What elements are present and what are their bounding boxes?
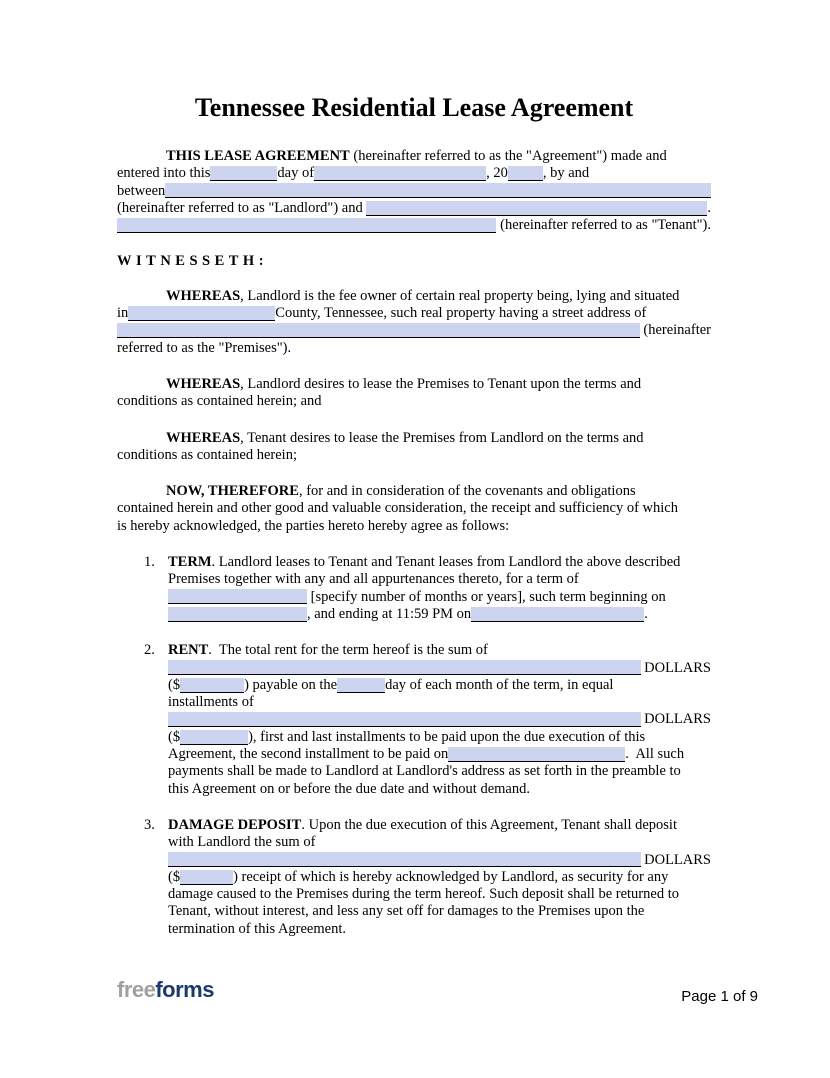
form-blank-field[interactable]: [471, 607, 644, 622]
freeforms-logo[interactable]: [117, 977, 214, 1003]
text-run: [specify number of months or years], such term beginning on: [307, 588, 666, 605]
text-run: ($: [168, 868, 181, 885]
text-run: . The total rent for the term hereof is the sum of: [208, 642, 488, 659]
list-item-number: 1.: [144, 554, 155, 571]
preamble-paragraph: [117, 148, 711, 234]
text-line: [117, 322, 711, 339]
form-blank-field[interactable]: [337, 678, 385, 693]
whereas-landlord-paragraph: [117, 376, 711, 411]
bold-text-run: DAMAGE DEPOSIT: [168, 816, 302, 833]
form-blank-field[interactable]: [168, 712, 641, 727]
form-blank-field[interactable]: [165, 183, 711, 198]
form-blank-field[interactable]: [508, 166, 543, 181]
text-run: DOLLARS: [640, 659, 711, 676]
text-line: [168, 852, 711, 869]
text-line: [168, 677, 711, 694]
text-run: contained herein and other good and valuable consideration, the receipt and sufficiency of which: [117, 500, 678, 517]
page-title: Tennessee Residential Lease Agreement: [194, 93, 634, 122]
form-blank-field[interactable]: [168, 589, 307, 604]
text-run: ($: [168, 676, 181, 693]
text-line: [168, 642, 711, 659]
form-blank-field[interactable]: [117, 218, 496, 233]
text-run: .: [644, 605, 648, 622]
text-run: entered into this: [117, 165, 211, 182]
list-item-number: 3.: [144, 816, 155, 833]
form-blank-field[interactable]: [210, 166, 277, 181]
text-run: , 20: [486, 165, 508, 182]
text-line: [117, 430, 711, 447]
text-line: [168, 817, 711, 834]
text-line: [168, 834, 711, 851]
bold-text-run: RENT: [168, 642, 209, 659]
text-line: [168, 781, 711, 798]
text-run: conditions as contained herein; and: [117, 393, 322, 410]
clause-rent: [117, 642, 711, 798]
bold-text-run: THIS LEASE AGREEMENT: [166, 148, 350, 164]
text-line: [168, 694, 711, 711]
page-number: Page 1 of 9: [681, 988, 758, 1005]
text-run: in: [117, 305, 129, 322]
list-item-body: [168, 554, 711, 623]
text-run: , by and: [542, 165, 590, 182]
text-line: [117, 217, 711, 234]
text-run: ($: [168, 728, 181, 745]
bold-text-run: NOW, THEREFORE: [166, 483, 299, 500]
bold-text-run: WHEREAS: [166, 287, 241, 304]
whereas-owner-paragraph: [117, 288, 711, 357]
text-run: , and ending at 11:59 PM on: [307, 605, 472, 622]
text-run: ), first and last installments to be paid upon the due execution of this: [248, 728, 646, 745]
form-blank-field[interactable]: [180, 678, 244, 693]
text-line: [117, 447, 711, 464]
text-run: damage caused to the Premises during the term hereof. Such deposit shall be returned to: [168, 886, 679, 903]
text-run: ) receipt of which is hereby acknowledged by Landlord, as security for any: [233, 868, 669, 885]
form-blank-field[interactable]: [448, 747, 625, 762]
text-run: . Landlord leases to Tenant and Tenant leases from Landlord the above described: [211, 554, 681, 571]
bold-text-run: TERM: [168, 554, 212, 571]
form-blank-field[interactable]: [128, 306, 275, 321]
logo-free-text: free: [117, 977, 156, 1002]
clause-damage-deposit: [117, 817, 711, 938]
text-line: [117, 518, 711, 535]
text-line: [168, 903, 711, 920]
text-run: between: [117, 182, 166, 199]
text-run: . Upon the due execution of this Agreement, Tenant shall deposit: [301, 816, 677, 833]
text-line: [117, 500, 711, 517]
text-run: conditions as contained herein;: [117, 446, 297, 463]
text-run: , for and in consideration of the covenants and obligations: [298, 483, 636, 500]
bold-text-run: WHEREAS: [166, 375, 241, 392]
text-run: DOLLARS: [640, 711, 711, 728]
text-run: . All such: [625, 746, 685, 763]
form-blank-field[interactable]: [366, 201, 707, 216]
clause-term: [117, 554, 711, 623]
text-line: [168, 660, 711, 677]
text-line: [168, 606, 711, 623]
text-run: DOLLARS: [640, 851, 711, 868]
text-line: [117, 305, 711, 322]
text-run: , Tenant desires to lease the Premises from Landlord on the terms and: [240, 429, 644, 446]
text-line: [168, 554, 711, 571]
text-line: [168, 571, 711, 588]
form-blank-field[interactable]: [180, 730, 248, 745]
bold-text-run: WITNESSETH:: [117, 253, 269, 270]
text-run: installments of: [168, 694, 254, 711]
logo-forms-text: forms: [155, 977, 214, 1002]
text-line: [168, 869, 711, 886]
text-line: [168, 589, 711, 606]
text-run: , Landlord is the fee owner of certain real property being, lying and situated: [240, 287, 680, 304]
text-run: Agreement, the second installment to be paid on: [168, 746, 449, 763]
list-item-body: [168, 642, 711, 798]
now-therefore-paragraph: [117, 483, 711, 535]
text-line: [168, 886, 711, 903]
text-line: [168, 729, 711, 746]
text-line: [117, 200, 711, 217]
text-run: (hereinafter referred to as "Tenant").: [496, 217, 711, 234]
text-run: is hereby acknowledged, the parties hereto hereby agree as follows:: [117, 517, 510, 534]
text-line: [168, 746, 711, 763]
text-run: .: [707, 199, 711, 216]
text-line: [168, 921, 711, 938]
text-run: (hereinafter: [639, 322, 711, 339]
text-run: referred to as the "Premises").: [117, 339, 292, 356]
form-blank-field[interactable]: [117, 323, 640, 338]
text-line: [117, 148, 711, 165]
form-blank-field[interactable]: [314, 166, 486, 181]
text-run: day of each month of the term, in equal: [385, 676, 614, 693]
text-run: termination of this Agreement.: [168, 920, 346, 937]
form-blank-field[interactable]: [168, 660, 641, 675]
list-item-body: [168, 817, 711, 938]
text-run: payments shall be made to Landlord at Landlord's address as set forth in the preamble to: [168, 763, 681, 780]
witnesseth-heading: [117, 253, 711, 270]
text-line: [117, 288, 711, 305]
document-body: [117, 148, 711, 938]
text-run: day of: [277, 165, 315, 182]
text-line: [117, 483, 711, 500]
text-run: Tenant, without interest, and less any set off for damages to the Premises upon the: [168, 903, 645, 920]
text-line: [117, 376, 711, 393]
text-line: [117, 183, 711, 200]
text-line: [168, 763, 711, 780]
text-line: [117, 165, 711, 182]
bold-text-run: WHEREAS: [166, 429, 241, 446]
text-run: with Landlord the sum of: [168, 834, 316, 851]
list-item-number: 2.: [144, 642, 155, 659]
text-run: this Agreement on or before the due date and without demand.: [168, 780, 530, 797]
text-line: [117, 253, 711, 270]
form-blank-field[interactable]: [168, 852, 641, 867]
text-run: (hereinafter referred to as the "Agreement") made and: [349, 148, 667, 164]
text-line: [168, 711, 711, 728]
text-run: ) payable on the: [244, 676, 338, 693]
form-blank-field[interactable]: [168, 607, 307, 622]
document-content: [117, 0, 711, 957]
text-run: Premises together with any and all appurtenances thereto, for a term of: [168, 571, 579, 588]
text-run: County, Tennessee, such real property having a street address of: [275, 305, 647, 322]
form-blank-field[interactable]: [180, 870, 233, 885]
text-run: , Landlord desires to lease the Premises to Tenant upon the terms and: [240, 375, 642, 392]
text-line: [117, 340, 711, 357]
text-line: [117, 393, 711, 410]
whereas-tenant-paragraph: [117, 430, 711, 465]
text-run: (hereinafter referred to as "Landlord") and: [117, 199, 367, 216]
